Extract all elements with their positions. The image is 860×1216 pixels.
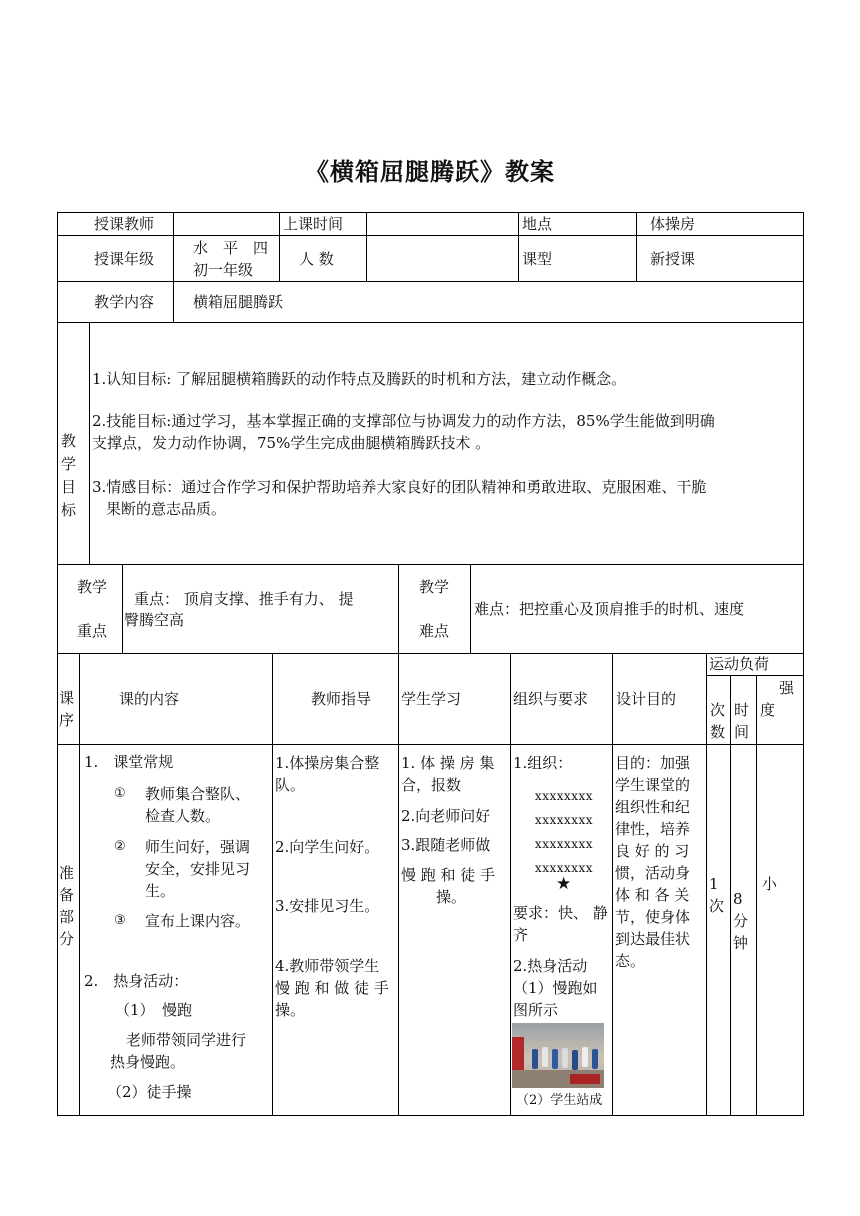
goal-affective-line1: 3.情感目标：通过合作学习和保护帮助培养大家良好的团队精神和勇敢进取、克服困难、干脆 <box>92 478 707 496</box>
teacher-step-4c: 操。 <box>275 1001 306 1019</box>
circled-number: ① <box>114 786 126 801</box>
goal-skill-line1: 2.技能目标:通过学习，基本掌握正确的支撑部位与协调发力的动作方法，85%学生能做到明确 <box>92 412 715 430</box>
duration-value-2: 分 <box>733 912 749 930</box>
formation-row: xxxxxxxx <box>534 789 594 803</box>
page-title: 《横箱屈腿腾跃》教案 <box>305 158 555 186</box>
content-label: 教学内容 <box>94 293 155 311</box>
prep-label-char: 分 <box>59 930 75 948</box>
key-value-line2: 臀腾空高 <box>124 611 185 629</box>
purpose-line: 学生课堂的 <box>615 776 691 794</box>
difficulty-value: 难点：把控重心及顶肩推手的时机、速度 <box>474 600 745 618</box>
org-warmup-1a: （1）慢跑如 <box>513 979 598 997</box>
grade-value-line2: 初一年级 <box>193 261 254 279</box>
times-value-1: 1 <box>709 875 719 893</box>
goals-label-char: 目 <box>61 478 77 496</box>
teacher-step-4a: 4.教师带领学生 <box>275 957 380 975</box>
grade-label: 授课年级 <box>94 250 155 268</box>
purpose-line: 律性，培养 <box>615 820 691 838</box>
content-warmup-1b: 热身慢跑。 <box>110 1053 186 1071</box>
purpose-line: 良 好 的 习 <box>615 842 690 860</box>
org-label: 1.组织： <box>513 754 573 772</box>
key-label-line2: 重点 <box>77 622 108 640</box>
student-step-1a: 1. 体 操 房 集 <box>401 754 495 772</box>
header-order-1: 课 <box>59 689 75 707</box>
header-purpose: 设计目的 <box>616 690 677 708</box>
header-content: 课的内容 <box>119 690 180 708</box>
prep-label-char: 部 <box>59 908 75 926</box>
org-requirement-2: 齐 <box>513 926 529 944</box>
header-duration-2: 间 <box>734 723 750 741</box>
purpose-line: 到达最佳状 <box>615 930 691 948</box>
content-routine-1a: 教师集合整队、 <box>145 785 251 803</box>
goal-affective-line2: 果断的意志品质。 <box>106 500 227 518</box>
grade-value-line1: 水 平 四 <box>193 239 269 257</box>
purpose-line: 态。 <box>615 952 646 970</box>
content-routine-2c: 生。 <box>145 882 176 900</box>
purpose-line: 组织性和纪 <box>615 798 691 816</box>
goal-skill-line2: 支撑点，发力动作协调，75%学生完成曲腿横箱腾跃技术 。 <box>92 434 491 452</box>
content-routine-1b: 检查人数。 <box>145 807 221 825</box>
student-step-3c: 操。 <box>436 888 467 906</box>
place-label: 地点 <box>522 215 553 233</box>
teacher-step-1b: 队。 <box>275 776 306 794</box>
content-warmup: 2. 热身活动： <box>84 972 189 990</box>
org-warmup-2: （2）学生站成 <box>516 1093 603 1108</box>
goals-label-char: 学 <box>61 455 77 473</box>
circled-number: ② <box>114 839 126 854</box>
prep-label-char: 备 <box>59 886 75 904</box>
content-warmup-1a: 老师带领同学进行 <box>126 1031 247 1049</box>
purpose-line: 惯，活动身 <box>615 864 691 882</box>
teacher-step-3: 3.安排见习生。 <box>275 897 380 915</box>
content-routine: 1. 课堂常规 <box>84 753 174 771</box>
formation-row: xxxxxxxx <box>534 861 594 875</box>
difficulty-label-line1: 教学 <box>419 578 450 596</box>
goal-cognitive: 1.认知目标: 了解屈腿横箱腾跃的动作特点及腾跃的时机和方法，建立动作概念。 <box>92 370 627 388</box>
circled-number: ③ <box>114 913 126 928</box>
header-org: 组织与要求 <box>513 690 589 708</box>
content-routine-2b: 安全，安排见习 <box>145 860 251 878</box>
prep-label-char: 准 <box>59 864 75 882</box>
key-value-line1: 重点： 顶肩支撑、推手有力、 提 <box>134 590 354 608</box>
type-value: 新授课 <box>650 250 696 268</box>
content-warmup-2: （2）徒手操 <box>107 1083 192 1101</box>
warmup-photo <box>512 1023 604 1088</box>
header-student: 学生学习 <box>401 690 462 708</box>
student-step-3b: 慢 跑 和 徒 手 <box>401 866 496 884</box>
header-load: 运动负荷 <box>709 655 770 673</box>
header-intensity-1: 强 <box>779 679 795 697</box>
place-value: 体操房 <box>650 215 696 233</box>
purpose-line: 节，使身体 <box>615 908 691 926</box>
org-requirement-1: 要求：快、 静 <box>513 904 608 922</box>
header-duration-1: 时 <box>734 701 750 719</box>
student-step-1b: 合，报数 <box>401 776 462 794</box>
org-warmup-1b: 图所示 <box>513 1001 559 1019</box>
count-label: 人 数 <box>299 250 334 268</box>
content-routine-3: 宣布上课内容。 <box>145 912 251 930</box>
teacher-star-icon: ★ <box>556 874 572 894</box>
formation-grid <box>528 784 600 880</box>
content-warmup-1: （1） 慢跑 <box>115 1001 193 1019</box>
content-routine-2a: 师生问好，强调 <box>145 838 251 856</box>
content-value: 横箱屈腿腾跃 <box>193 293 284 311</box>
org-warmup: 2.热身活动 <box>513 957 588 975</box>
header-order-2: 序 <box>59 711 75 729</box>
student-step-3: 3.跟随老师做 <box>401 836 491 854</box>
goals-label-char: 标 <box>61 501 77 519</box>
difficulty-label-line2: 难点 <box>419 622 450 640</box>
student-step-2: 2.向老师问好 <box>401 807 491 825</box>
purpose-line: 目的：加强 <box>615 754 691 772</box>
duration-value-3: 钟 <box>733 934 749 952</box>
purpose-line: 体 和 各 关 <box>615 886 690 904</box>
duration-value-1: 8 <box>733 890 743 908</box>
times-value-2: 次 <box>709 897 725 915</box>
teacher-step-4b: 慢 跑 和 做 徒 手 <box>275 979 389 997</box>
teacher-step-1a: 1.体操房集合整 <box>275 754 380 772</box>
intensity-value: 小 <box>762 875 778 893</box>
header-intensity-2: 度 <box>760 701 776 719</box>
goals-label-char: 教 <box>61 432 77 450</box>
formation-row: xxxxxxxx <box>534 837 594 851</box>
header-times-2: 数 <box>710 723 726 741</box>
time-label: 上课时间 <box>283 215 344 233</box>
header-teacher: 教师指导 <box>311 690 372 708</box>
header-times-1: 次 <box>710 701 726 719</box>
key-label-line1: 教学 <box>77 578 108 596</box>
type-label: 课型 <box>522 250 553 268</box>
formation-row: xxxxxxxx <box>534 813 594 827</box>
teacher-step-2: 2.向学生问好。 <box>275 838 380 856</box>
teacher-label: 授课教师 <box>94 215 155 233</box>
